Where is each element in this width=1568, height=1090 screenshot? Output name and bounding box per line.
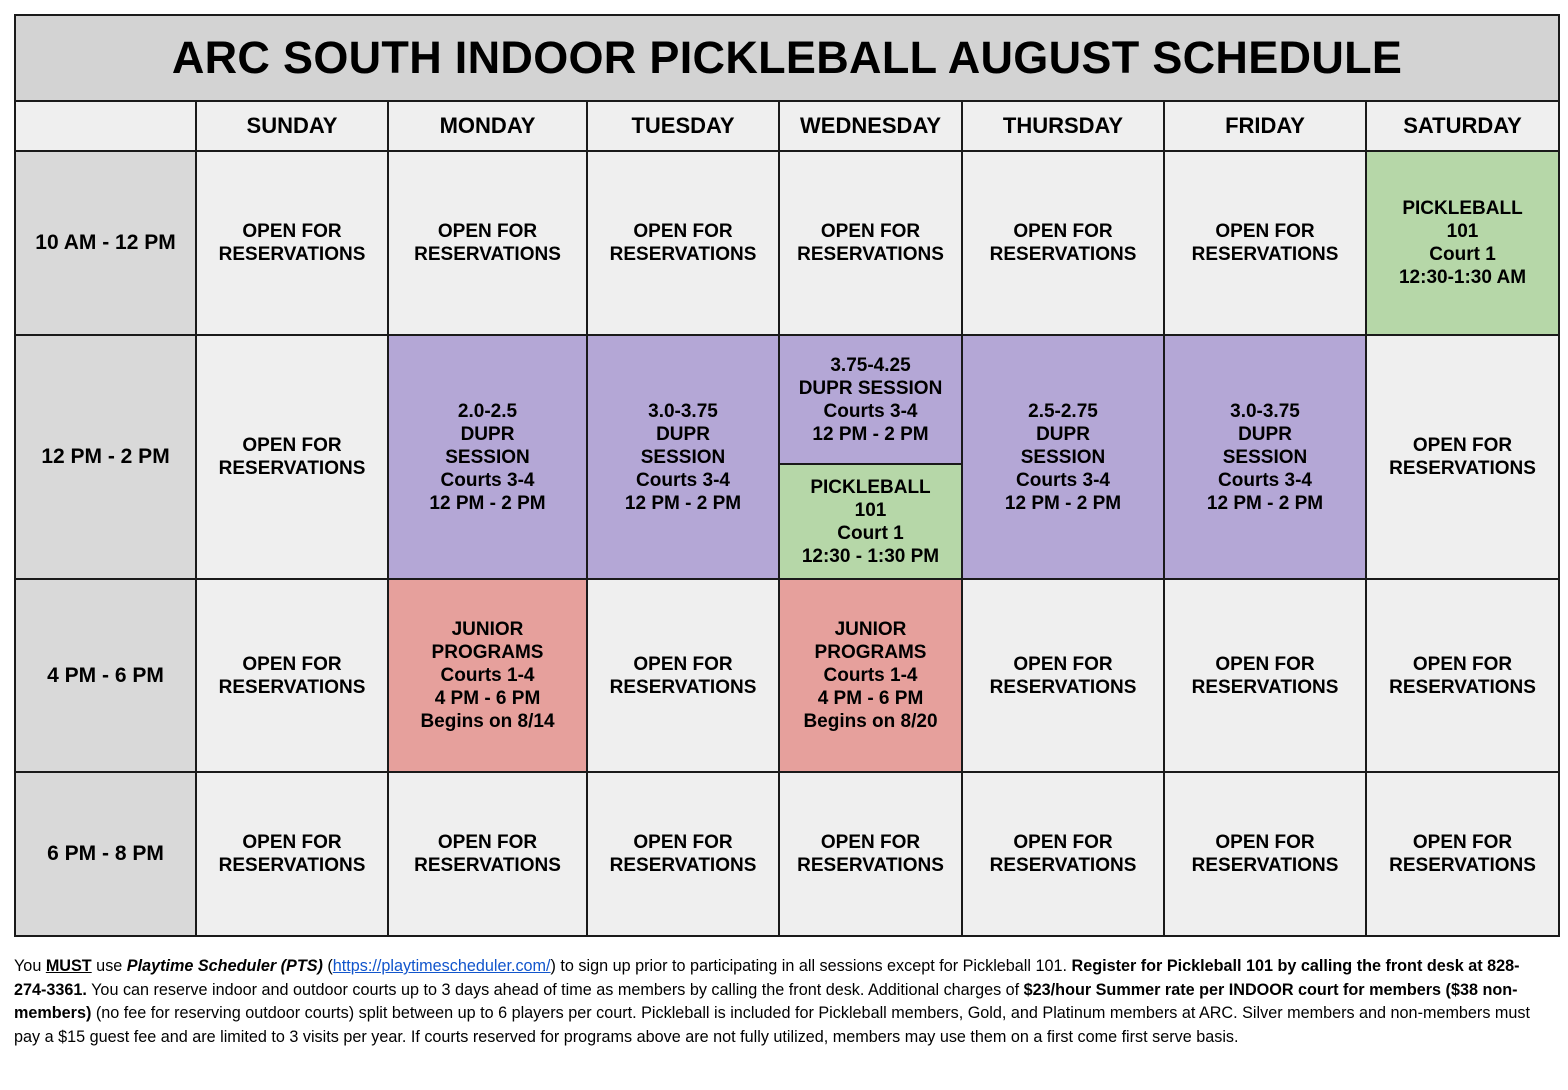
open-reservation-cell bbox=[1164, 772, 1366, 936]
time-row bbox=[15, 151, 1559, 335]
cell-line: OPEN FOR bbox=[1013, 832, 1113, 853]
cell-line: RESERVATIONS bbox=[1389, 855, 1536, 876]
open-reservation-cell bbox=[962, 579, 1164, 772]
cell-line: DUPR bbox=[1238, 423, 1292, 445]
open-reservation-cell bbox=[196, 772, 388, 936]
open-reservation-cell bbox=[587, 772, 779, 936]
cell-line: 12 PM - 2 PM bbox=[429, 492, 546, 514]
footnote-text bbox=[14, 955, 1534, 1049]
playtime-scheduler-link[interactable]: https://playtimescheduler.com/ bbox=[332, 957, 551, 975]
cell-line: 12 PM - 2 PM bbox=[624, 492, 742, 514]
cell-line: RESERVATIONS bbox=[797, 855, 944, 876]
cell-line: 12:30 - 1:30 PM bbox=[801, 545, 940, 567]
cell-line: Courts 1-4 bbox=[823, 665, 918, 686]
cell-line: SESSION bbox=[445, 446, 530, 468]
cell-line: DUPR bbox=[1036, 423, 1090, 445]
cell-line: 4 PM - 6 PM bbox=[434, 688, 541, 709]
day-header-friday: FRIDAY bbox=[1164, 101, 1366, 151]
open-reservation-cell bbox=[779, 772, 962, 936]
cell-line: 12 PM - 2 PM bbox=[1206, 492, 1324, 514]
split-wrapper bbox=[780, 336, 961, 578]
cell-line: Courts 3-4 bbox=[440, 469, 535, 491]
schedule-title: ARC SOUTH INDOOR PICKLEBALL AUGUST SCHEDULE bbox=[15, 15, 1559, 101]
cell-line: OPEN FOR bbox=[1215, 832, 1315, 853]
open-reservation-cell bbox=[196, 579, 388, 772]
cell-line: Court 1 bbox=[1429, 244, 1496, 265]
cell-line: RESERVATIONS bbox=[989, 676, 1137, 698]
day-header-monday: MONDAY bbox=[388, 101, 587, 151]
cell-line: 101 bbox=[854, 499, 887, 521]
cell-line: RESERVATIONS bbox=[989, 855, 1137, 876]
cell-line: Begins on 8/14 bbox=[420, 711, 555, 732]
cell-line: OPEN FOR bbox=[437, 832, 538, 853]
open-reservation-cell bbox=[779, 151, 962, 335]
cell-line: 12 PM - 2 PM bbox=[812, 423, 929, 445]
cell-line: DUPR bbox=[460, 423, 515, 445]
cell-line: RESERVATIONS bbox=[218, 458, 366, 479]
corner-cell bbox=[15, 101, 196, 151]
cell-line: OPEN FOR bbox=[820, 221, 921, 242]
cell-line: SESSION bbox=[1222, 446, 1308, 468]
cell-line: Court 1 bbox=[837, 522, 904, 544]
time-slot-label: 6 PM - 8 PM bbox=[15, 772, 196, 936]
cell-line: RESERVATIONS bbox=[1191, 676, 1339, 698]
cell-line: RESERVATIONS bbox=[1389, 676, 1536, 698]
cell-line: Courts 3-4 bbox=[823, 400, 918, 422]
open-reservation-cell bbox=[1164, 151, 1366, 335]
junior-programs-cell bbox=[388, 579, 587, 772]
cell-line: OPEN FOR bbox=[1412, 832, 1513, 853]
day-header-row bbox=[15, 101, 1559, 151]
pickleball-101-cell bbox=[1366, 151, 1559, 335]
cell-line: Courts 3-4 bbox=[636, 469, 730, 491]
day-header-sunday: SUNDAY bbox=[196, 101, 388, 151]
cell-line: Courts 3-4 bbox=[1016, 469, 1110, 491]
cell-line: OPEN FOR bbox=[437, 221, 538, 242]
cell-line: OPEN FOR bbox=[242, 653, 342, 675]
cell-line: OPEN FOR bbox=[1412, 435, 1513, 456]
open-reservation-cell bbox=[1366, 579, 1559, 772]
cell-line: RESERVATIONS bbox=[1191, 855, 1339, 876]
day-header-thursday: THURSDAY bbox=[962, 101, 1164, 151]
open-reservation-cell bbox=[1366, 772, 1559, 936]
footnote-must: MUST bbox=[45, 957, 92, 975]
time-slot-label: 4 PM - 6 PM bbox=[15, 579, 196, 772]
cell-line: 3.0-3.75 bbox=[648, 400, 718, 422]
open-reservation-cell bbox=[196, 335, 388, 579]
footnote-part: ( bbox=[322, 957, 333, 975]
cell-line: 12:30-1:30 AM bbox=[1398, 267, 1527, 288]
cell-line: PROGRAMS bbox=[431, 642, 544, 663]
time-row bbox=[15, 772, 1559, 936]
cell-line: JUNIOR bbox=[451, 619, 524, 640]
time-row bbox=[15, 579, 1559, 772]
cell-line: DUPR SESSION bbox=[798, 377, 943, 399]
cell-line: DUPR bbox=[656, 423, 710, 445]
open-reservation-cell bbox=[388, 772, 587, 936]
dupr-session-cell bbox=[587, 335, 779, 579]
day-header-saturday: SATURDAY bbox=[1366, 101, 1559, 151]
open-reservation-cell bbox=[962, 772, 1164, 936]
cell-line: Courts 1-4 bbox=[440, 665, 535, 686]
split-session-cell bbox=[779, 335, 962, 579]
cell-line: OPEN FOR bbox=[1215, 653, 1315, 675]
cell-line: OPEN FOR bbox=[633, 653, 733, 675]
open-reservation-cell bbox=[962, 151, 1164, 335]
cell-line: RESERVATIONS bbox=[609, 855, 757, 876]
open-reservation-cell bbox=[587, 151, 779, 335]
cell-line: 2.0-2.5 bbox=[457, 400, 518, 422]
cell-line: PICKLEBALL bbox=[1402, 198, 1523, 219]
title-row bbox=[15, 15, 1559, 101]
cell-line: 3.0-3.75 bbox=[1230, 400, 1300, 422]
footnote-rate-note: $23/hour Summer rate per INDOOR court for members ($38 non-members) bbox=[14, 980, 1518, 1022]
pickleball-101-cell bbox=[780, 465, 961, 578]
open-reservation-cell bbox=[1164, 579, 1366, 772]
cell-line: OPEN FOR bbox=[1013, 653, 1113, 675]
time-slot-label: 10 AM - 12 PM bbox=[15, 151, 196, 335]
cell-line: OPEN FOR bbox=[1215, 221, 1315, 242]
cell-line: SESSION bbox=[1020, 446, 1106, 468]
cell-line: OPEN FOR bbox=[1013, 221, 1113, 242]
cell-line: PICKLEBALL bbox=[810, 476, 931, 498]
cell-line: PROGRAMS bbox=[814, 642, 927, 663]
cell-line: RESERVATIONS bbox=[797, 244, 944, 265]
day-header-wednesday: WEDNESDAY bbox=[779, 101, 962, 151]
cell-line: RESERVATIONS bbox=[218, 855, 366, 876]
cell-line: OPEN FOR bbox=[242, 435, 342, 456]
cell-line: 2.5-2.75 bbox=[1028, 400, 1098, 422]
cell-line: JUNIOR bbox=[834, 619, 907, 640]
footnote-part: You can reserve indoor and outdoor courts up to 3 days ahead of time as members by calling the front desk. Additional charges of bbox=[86, 980, 1024, 999]
footnote-register-note: Register for Pickleball 101 by calling the front desk at 828-274-3361. bbox=[14, 957, 1520, 999]
footnote-part: ) to sign up prior to participating in all sessions except for Pickleball 101. bbox=[550, 957, 1072, 975]
dupr-session-cell bbox=[388, 335, 587, 579]
dupr-session-cell bbox=[962, 335, 1164, 579]
cell-line: RESERVATIONS bbox=[1191, 244, 1339, 265]
cell-line: OPEN FOR bbox=[242, 832, 342, 853]
footnote-part: use bbox=[91, 957, 127, 975]
cell-line: OPEN FOR bbox=[820, 832, 921, 853]
open-reservation-cell bbox=[388, 151, 587, 335]
cell-line: RESERVATIONS bbox=[218, 676, 366, 698]
footnote-part: You bbox=[14, 957, 46, 975]
time-row bbox=[15, 335, 1559, 579]
cell-line: 4 PM - 6 PM bbox=[817, 688, 924, 709]
dupr-session-cell bbox=[1164, 335, 1366, 579]
footnote-part: (no fee for reserving outdoor courts) split between up to 6 players per court. Pickleball is included for Pickleball members, Gold, and Platinum members at ARC. Silver members and non-members must pay a $15 guest fee and are limited to 3 visits per year. If courts reserved for programs above are not fully utilized, members may use them on a first come first serve basis. bbox=[14, 1004, 1530, 1046]
cell-line: 3.75-4.25 bbox=[830, 354, 911, 376]
cell-line: RESERVATIONS bbox=[609, 676, 757, 698]
dupr-session-cell bbox=[780, 336, 961, 465]
open-reservation-cell bbox=[196, 151, 388, 335]
junior-programs-cell bbox=[779, 579, 962, 772]
cell-line: RESERVATIONS bbox=[218, 244, 366, 265]
open-reservation-cell bbox=[587, 579, 779, 772]
cell-line: OPEN FOR bbox=[633, 221, 733, 242]
schedule-sheet bbox=[14, 14, 1558, 937]
cell-line: RESERVATIONS bbox=[609, 244, 757, 265]
cell-line: 101 bbox=[1446, 221, 1479, 242]
footnote-pts-name: Playtime Scheduler (PTS) bbox=[126, 957, 323, 975]
cell-line: 12 PM - 2 PM bbox=[1004, 492, 1122, 514]
cell-line: RESERVATIONS bbox=[1389, 458, 1536, 479]
time-slot-label: 12 PM - 2 PM bbox=[15, 335, 196, 579]
cell-line: Begins on 8/20 bbox=[803, 711, 938, 732]
day-header-tuesday: TUESDAY bbox=[587, 101, 779, 151]
schedule-table bbox=[14, 14, 1560, 937]
cell-line: OPEN FOR bbox=[633, 832, 733, 853]
cell-line: RESERVATIONS bbox=[989, 244, 1137, 265]
cell-line: SESSION bbox=[640, 446, 726, 468]
open-reservation-cell bbox=[1366, 335, 1559, 579]
cell-line: OPEN FOR bbox=[1412, 653, 1513, 675]
cell-line: RESERVATIONS bbox=[414, 244, 561, 265]
cell-line: Courts 3-4 bbox=[1218, 469, 1312, 491]
cell-line: RESERVATIONS bbox=[414, 855, 561, 876]
cell-line: OPEN FOR bbox=[242, 221, 342, 242]
